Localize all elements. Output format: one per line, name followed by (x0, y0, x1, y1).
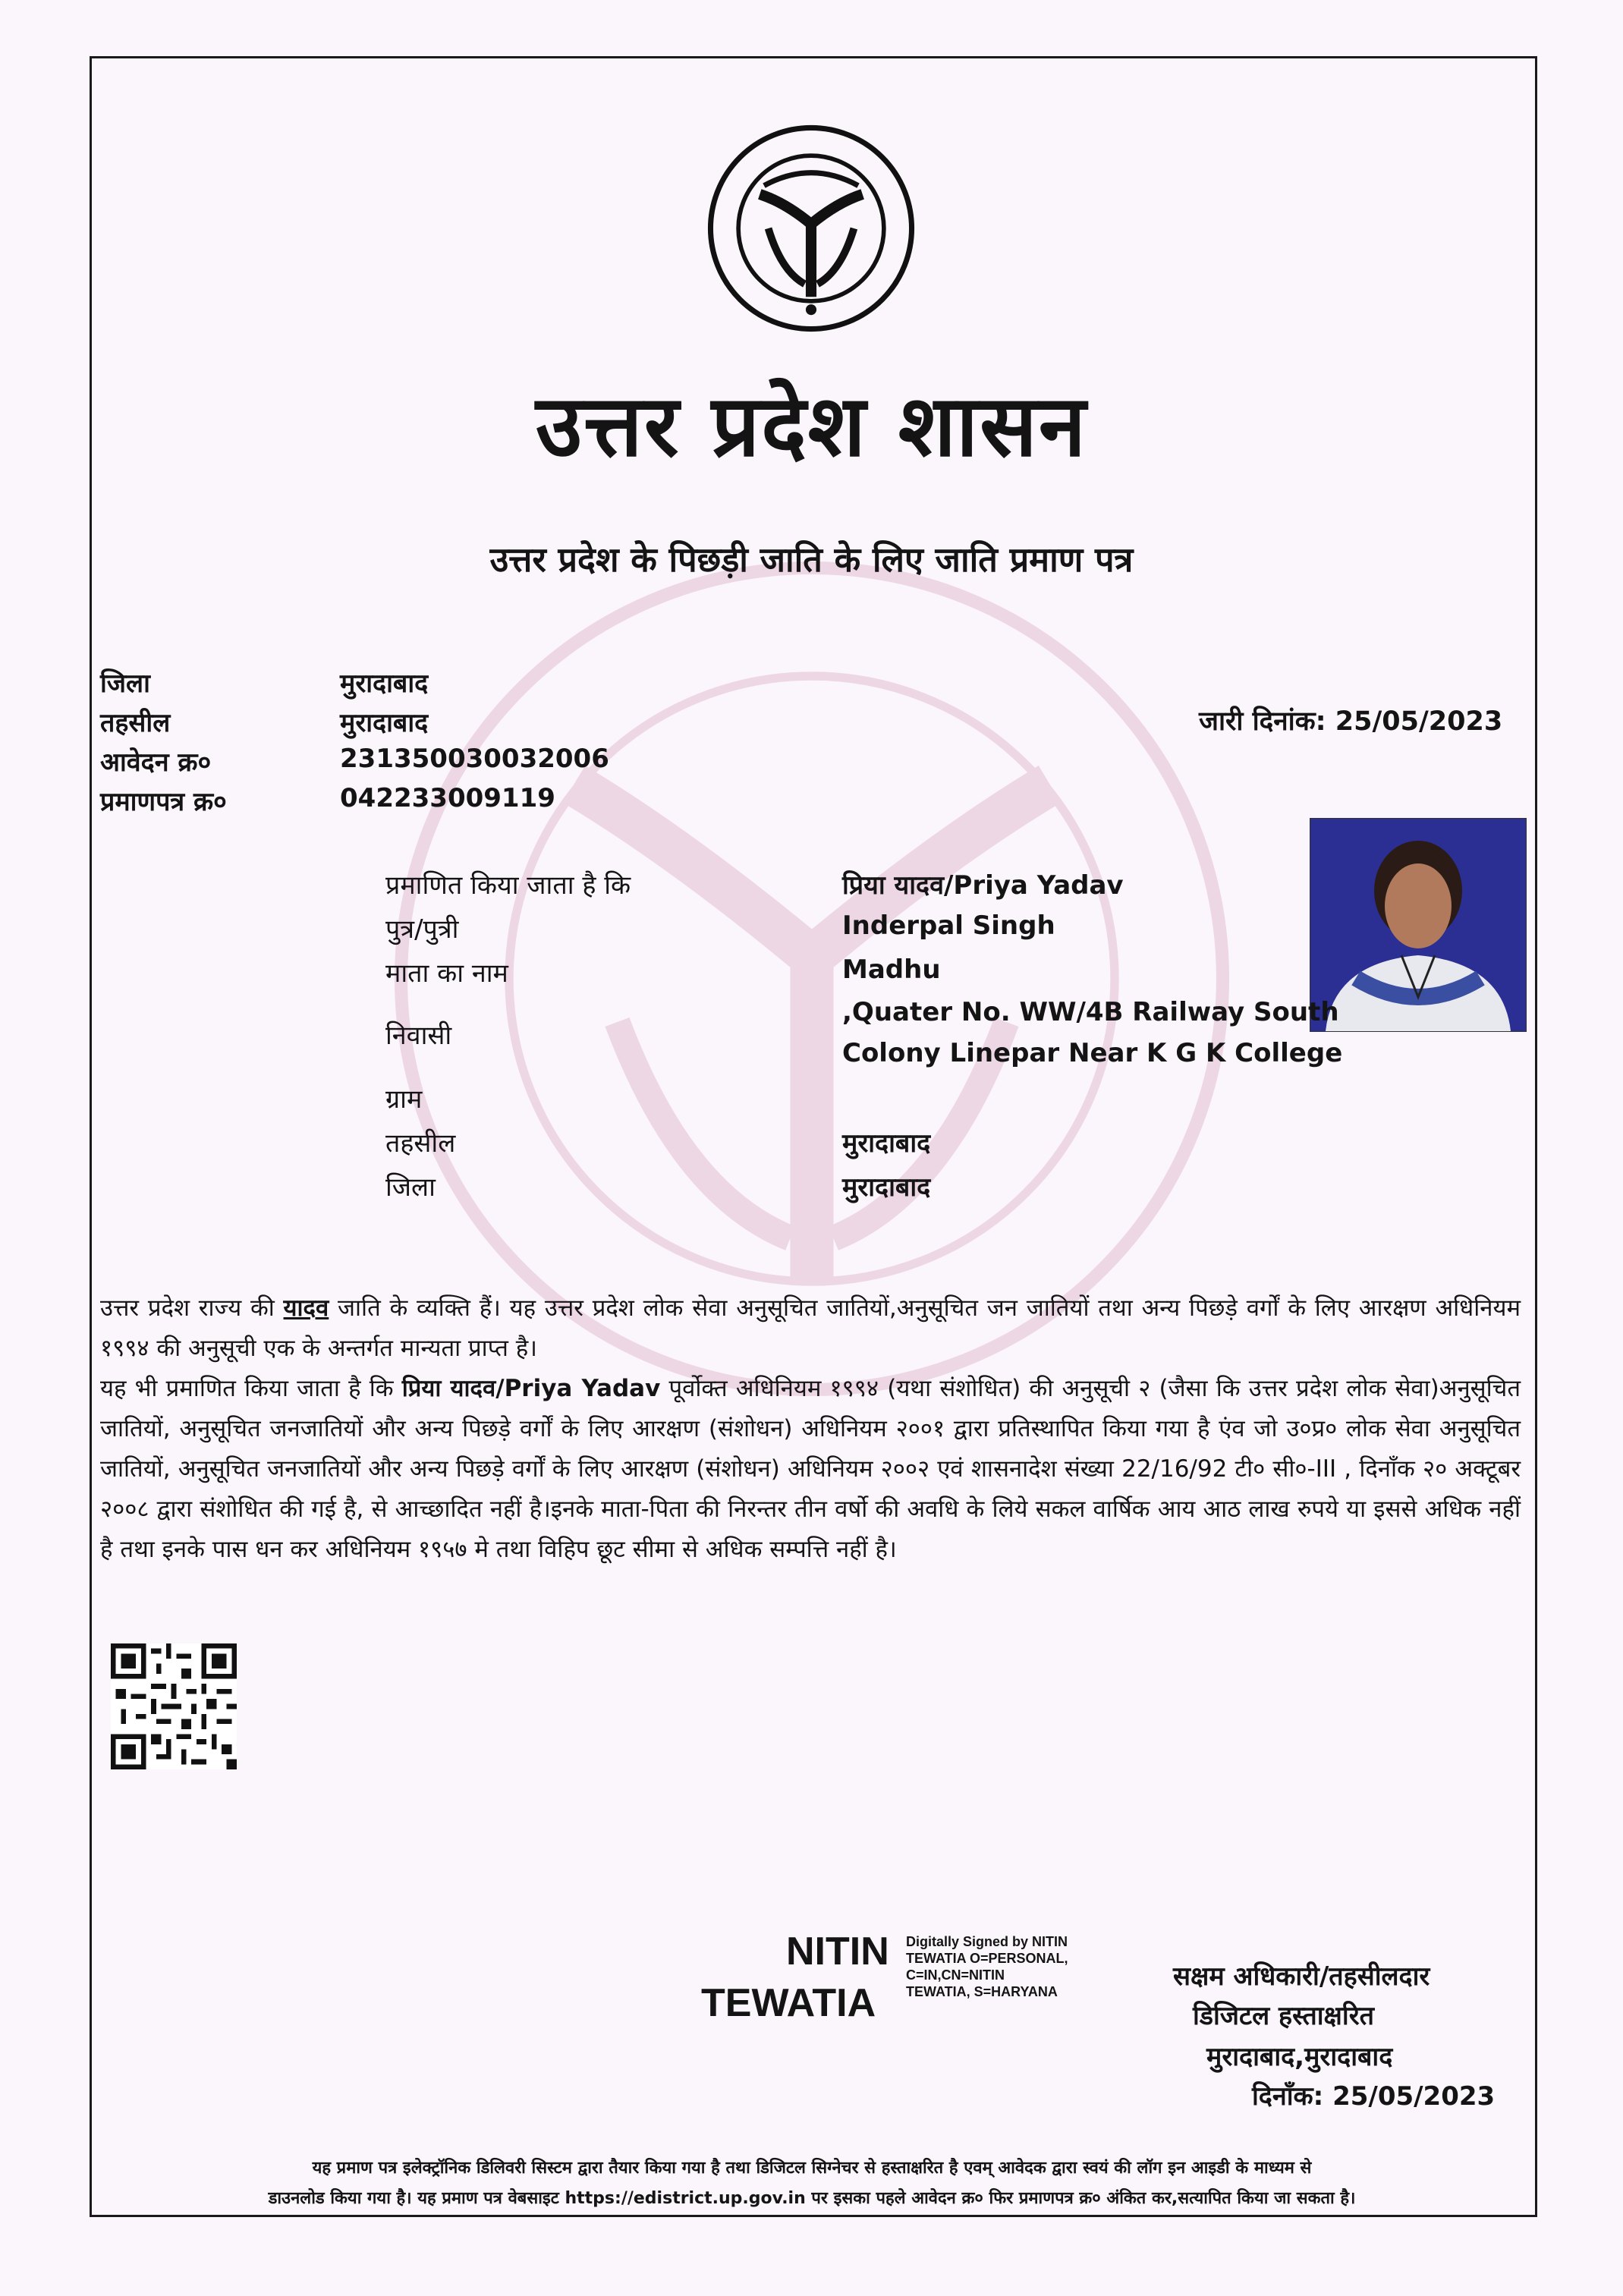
detail-district-label: जिला (385, 1172, 436, 1203)
district-label: जिला (100, 668, 150, 699)
applicant-photo (1310, 818, 1527, 1032)
certificate-body (100, 1288, 1521, 1570)
application-number: 231350030032006 (340, 744, 609, 774)
mother-name: Madhu (842, 955, 941, 985)
officer-location: मुरादाबाद,मुरादाबाद (1206, 2042, 1393, 2072)
district-value: मुरादाबाद (340, 668, 429, 699)
father-name: Inderpal Singh (842, 911, 1055, 941)
digitally-signed-label: डिजिटल हस्ताक्षरित (1193, 2001, 1374, 2031)
body-applicant-name: प्रिया यादव/Priya Yadav (401, 1375, 661, 1402)
applicant-name: प्रिया यादव/Priya Yadav (842, 870, 1124, 901)
certificate-number: 042233009119 (340, 783, 555, 813)
resident-label: निवासी (385, 1021, 452, 1051)
signer-first-name: NITIN (786, 1930, 889, 1974)
digital-signature-note: Digitally Signed by NITIN TEWATIA O=PERSONAL, C=IN,CN=NITIN TEWATIA, S=HARYANA (906, 1934, 1068, 1999)
up-govt-emblem (704, 121, 918, 335)
body-paragraph-1: उत्तर प्रदेश राज्य की यादव जाति के व्यक्ति हैं। यह उत्तर प्रदेश लोक सेवा अनुसूचित जातियों,अनुसूचित जन जातियों तथा अन्य पिछड़े वर्गों के लिए आरक्षण अधिनियम १९९४ की अनुसूची एक के अन्तर्गत मान्यता प्राप्त है। (100, 1294, 1521, 1362)
footer-line-1: यह प्रमाण पत्र इलेक्ट्रॉनिक डिलिवरी सिस्टम द्वारा तैयार किया गया है तथा डिजिटल सिग्नेचर से हस्ताक्षरित है एवम् आवेदक द्वारा स्वयं की लॉग इन आइडी के माध्यम से (312, 2159, 1312, 2178)
footer-line-2: डाउनलोड किया गया है। यह प्रमाण पत्र वेबसाइट https://edistrict.up.gov.in पर इसका पहले आवेदन क्र० फिर प्रमाणपत्र क्र० अंकित कर,सत्यापित किया जा सकता है। (268, 2189, 1356, 2208)
application-label: आवेदन क्र० (100, 747, 212, 778)
tehsil-label: तहसील (100, 708, 171, 738)
mother-label: माता का नाम (385, 958, 508, 989)
certify-label: प्रमाणित किया जाता है कि (385, 870, 631, 901)
officer-date: दिनाँक: 25/05/2023 (1252, 2081, 1496, 2112)
qr-code (111, 1643, 237, 1769)
village-label: ग्राम (385, 1084, 423, 1115)
detail-tehsil-value: मुरादाबाद (842, 1128, 931, 1159)
signer-last-name: TEWATIA (701, 1981, 876, 2025)
issue-date: जारी दिनांक: 25/05/2023 (1199, 706, 1503, 737)
government-title: उत्तर प्रदेश शासन (536, 377, 1087, 476)
footer-note (114, 2153, 1510, 2214)
tehsil-value: मुरादाबाद (340, 708, 429, 738)
detail-tehsil-label: तहसील (385, 1128, 456, 1159)
address-line-1: ,Quater No. WW/4B Railway South (842, 997, 1339, 1027)
officer-designation: सक्षम अधिकारी/तहसीलदार (1173, 1961, 1430, 1992)
certificate-number-label: प्रमाणपत्र क्र० (100, 787, 227, 817)
address-line-2: Colony Linepar Near K G K College (842, 1038, 1343, 1068)
child-of-label: पुत्र/पुत्री (385, 914, 459, 945)
certificate-subtitle: उत्तर प्रदेश के पिछड़ी जाति के लिए जाति प्रमाण पत्र (489, 539, 1134, 580)
caste-name: यादव (283, 1294, 329, 1322)
detail-district-value: मुरादाबाद (842, 1172, 931, 1203)
body-paragraph-2: यह भी प्रमाणित किया जाता है कि प्रिया यादव/Priya Yadav पूर्वोक्त अधिनियम १९९४ (यथा संशोधित) की अनुसूची २ (जैसा कि उत्तर प्रदेश लोक सेवा)अनुसूचित जातियों, अनुसूचित जनजातियों और अन्य पिछड़े वर्गों के लिए आरक्षण (संशोधन) अधिनियम २००१ द्वारा प्रतिस्थापित किया गया है एंव जो उ०प्र० लोक सेवा अनुसूचित जातियों, अनुसूचित जनजातियों और अन्य पिछड़े वर्गों के लिए आरक्षण (संशोधन) अधिनियम २००२ एवं शासनादेश संख्या 22/16/92 टी० सी०-III , दिनाँक २० अक्टूबर २००८ द्वारा संशोधित की गई है, से आच्छादित नहीं है।इनके माता-पिता की निरन्तर तीन वर्षो की अवधि के लिये सकल वार्षिक आय आठ लाख रुपये या इससे अधिक नहीं है तथा इनके पास धन कर अधिनियम १९५७ मे तथा विहिप छूट सीमा से अधिक सम्पत्ति नहीं है। (100, 1375, 1521, 1563)
